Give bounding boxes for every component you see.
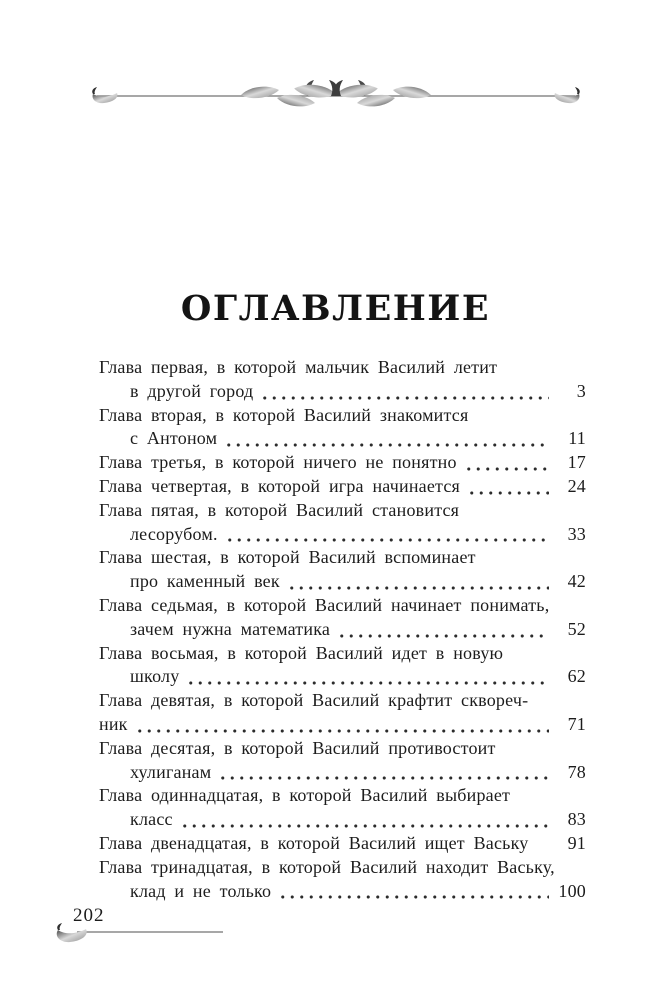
toc-entry: [99, 451, 586, 475]
toc-line-with-page: [99, 713, 586, 737]
toc-line: Глава десятая, в которой Василий противостоит: [99, 737, 496, 758]
toc-line: Глава восьмая, в которой Василий идет в новую: [99, 642, 504, 663]
toc-entry: [99, 642, 586, 690]
toc-entry: [99, 475, 586, 499]
chapter-text: лесорубом.: [130, 523, 218, 544]
toc-line: Глава седьмая, в которой Василий начинает понимать,: [99, 594, 550, 615]
toc-line: Глава пятая, в которой Василий становится: [99, 499, 460, 520]
dot-leader: [467, 490, 549, 496]
page-number: 33: [567, 523, 586, 544]
toc-line: Глава первая, в которой мальчик Василий летит: [99, 357, 498, 377]
page-title: ОГЛАВЛЕНИЕ: [180, 288, 491, 329]
footer-flourish-icon: [55, 923, 230, 947]
toc-line-with-page: [99, 761, 586, 785]
chapter-text: клад и не только: [130, 880, 272, 901]
table-of-contents: [99, 356, 586, 903]
dot-leader: [218, 775, 549, 781]
dot-leader: [535, 847, 549, 853]
toc-entry: [99, 356, 586, 404]
folio-number: 202: [73, 905, 105, 926]
toc-line-with-page: [99, 427, 586, 451]
chapter-text: Глава двенадцатая, в которой Василий ищет Ваську: [99, 832, 529, 853]
toc-line: Глава тринадцатая, в которой Василий находит Ваську,: [99, 856, 555, 877]
chapter-text: ник: [99, 713, 128, 734]
chapter-text: хулиганам: [130, 761, 212, 782]
toc-entry: [99, 737, 586, 785]
toc-entry: [99, 404, 586, 452]
page-number: 71: [567, 713, 586, 734]
chapter-text: класс: [130, 809, 173, 830]
chapter-text: школу: [130, 666, 180, 687]
toc-line-with-page: [99, 665, 586, 689]
chapter-text: про каменный век: [130, 571, 280, 592]
chapter-text: с Антоном: [130, 428, 218, 449]
toc-line-with-page: [99, 475, 586, 499]
toc-entry: [99, 689, 586, 737]
page-footer: [55, 906, 230, 947]
toc-line-with-page: [99, 618, 586, 642]
dot-leader: [260, 395, 549, 401]
toc-entry: [99, 546, 586, 594]
toc-line: Глава девятая, в которой Василий крафтит сквореч-: [99, 690, 529, 711]
page-number: 83: [567, 809, 586, 830]
header-ornament-icon: [89, 79, 583, 113]
toc-line-with-page: [99, 523, 586, 547]
toc-entry: [99, 784, 586, 832]
toc-entry: [99, 832, 586, 856]
toc-line-with-page: [99, 380, 586, 404]
dot-leader: [278, 894, 549, 900]
toc-line-with-page: [99, 832, 586, 856]
toc-line-with-page: [99, 570, 586, 594]
page-number: 100: [558, 880, 586, 901]
page-number: 52: [567, 618, 586, 639]
page-number: 62: [567, 666, 586, 687]
dot-leader: [225, 537, 549, 543]
toc-entry: [99, 594, 586, 642]
page-number: 42: [567, 571, 586, 592]
page-number: 24: [567, 475, 586, 496]
chapter-text: Глава третья, в которой ничего не понятно: [99, 452, 457, 473]
dot-leader: [337, 633, 549, 639]
dot-leader: [186, 680, 549, 686]
toc-line-with-page: [99, 808, 586, 832]
chapter-text: в другой город: [130, 380, 254, 401]
dot-leader: [224, 442, 549, 448]
toc-line-with-page: [99, 880, 586, 904]
page-number: 17: [567, 452, 586, 473]
page-number: 91: [567, 832, 586, 853]
chapter-text: Глава четвертая, в которой игра начинается: [99, 475, 460, 496]
toc-entry: [99, 856, 586, 904]
dot-leader: [180, 823, 549, 829]
toc-entry: [99, 499, 586, 547]
dot-leader: [464, 466, 549, 472]
dot-leader: [287, 585, 549, 591]
toc-line: Глава шестая, в которой Василий вспоминает: [99, 547, 476, 568]
page-number: 78: [567, 761, 586, 782]
toc-line: Глава одиннадцатая, в которой Василий выбирает: [99, 785, 511, 806]
page-number: 3: [576, 380, 586, 401]
toc-line-with-page: [99, 451, 586, 475]
chapter-text: зачем нужна математика: [130, 618, 331, 639]
page-number: 11: [568, 428, 586, 449]
dot-leader: [135, 728, 549, 734]
toc-line: Глава вторая, в которой Василий знакомится: [99, 404, 469, 425]
